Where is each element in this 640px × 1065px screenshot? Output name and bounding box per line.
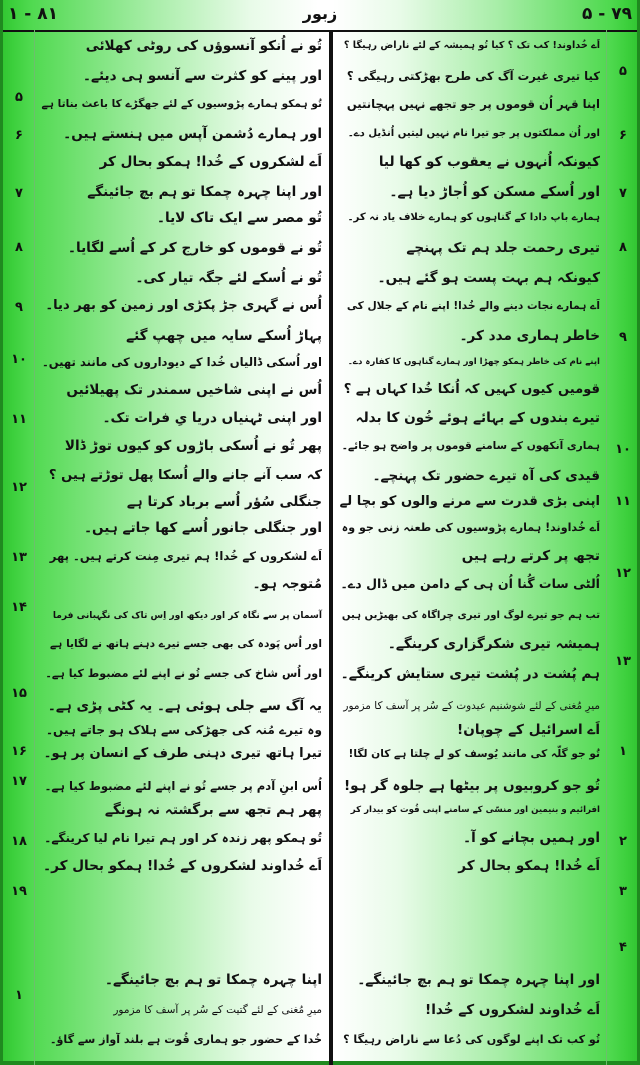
left-column-line: اور ہمارے دُشمن آپس میں ہنستے ہیں۔ — [63, 126, 322, 142]
left-column-line: تُو نے اُسکے لئے جگہ تیار کی۔ — [135, 270, 322, 286]
right-column-line: افرائیم و بنیمین اور منسّی کے سامنے اپنی قُوت کو بیدار کر — [350, 805, 600, 815]
right-verse-number: ۱۱ — [615, 494, 631, 509]
right-column-line: تیرے بندوں کے بہائے ہوئے خُون کا بدلہ — [355, 410, 600, 426]
right-column-line: کیا تیری غیرت آگ کی طرح بھڑکتی رہیگی ؟ — [346, 69, 600, 83]
left-column-line: پھر تُو نے اُسکی باڑوں کو کیوں توڑ ڈالا — [64, 438, 322, 454]
right-column-line: تُو جو گلّہ کی مانند یُوسف کو لے چلتا ہے کان لگا! — [348, 748, 600, 760]
page-header — [0, 0, 640, 32]
right-column-line: تُو جو کروبیوں پر بیٹھا ہے جلوہ گر ہو! — [343, 778, 600, 794]
left-verse-number: ۹ — [15, 300, 23, 315]
left-verse-number: ۱۸ — [11, 834, 27, 849]
right-column-line: ہمیشہ تیری شکرگزاری کرینگے۔ — [387, 636, 600, 652]
left-text-column — [36, 30, 326, 1065]
right-column-line: اپنا قہر اُن قوموں پر جو تجھے نہیں پہچانتیں — [346, 97, 600, 111]
right-text-column — [336, 30, 604, 1065]
left-column-line: جنگلی سُؤر اُسے برباد کرتا ہے — [126, 494, 322, 510]
right-margin-rule — [606, 30, 607, 1065]
left-reference: ۱ - ۸۱ — [8, 4, 59, 24]
right-column-line: خاطر ہماری مدد کر۔ — [459, 328, 600, 344]
left-verse-number: ۱۴ — [11, 600, 27, 615]
left-margin-rule — [34, 30, 35, 1065]
left-column-line: آسمان پر سے نگاہ کر اور دیکھ اور اِس تاک کی نگہبانی فرما — [52, 611, 322, 621]
right-column-line: اپنے نام کی خاطر ہمکو چھڑا اور ہمارے گناہوں کا کفارہ دے۔ — [347, 357, 600, 367]
left-column-line: اَے لشکروں کے خُدا! ہمکو بحال کر — [99, 154, 322, 170]
right-column-line: میرِ مُغنی کے لئے شوشنیم عیدوت کے سُر پر آسف کا مزمور — [343, 700, 600, 712]
left-column-line: کہ سب آنے جانے والے اُسکا پھل توڑتے ہیں ؟ — [48, 468, 322, 483]
left-column-line: میرِ مُغنی کے لئے گتیت کے سُر پر آسف کا مزمور — [113, 1004, 322, 1016]
right-column-line: تیری رحمت جلد ہم تک پہنچے — [406, 240, 600, 256]
right-verse-number: ۴ — [619, 940, 627, 955]
left-column-line: تُو نے اُنکو آنسوؤں کی روٹی کھلائی — [85, 38, 322, 54]
left-column-line: وہ تیرے مُنہ کی جھڑکی سے ہلاک ہو جاتے ہیں۔ — [45, 723, 322, 737]
right-column-line: اَے ہمارے نجات دینے والے خُدا! اپنے نام کے جلال کی — [346, 300, 600, 312]
left-column-line: اور اُس پَودہ کی بھی جسے تیرے دہنے ہاتھ نے لگایا ہے — [49, 638, 322, 650]
left-column-line: اور اپنا چہرہ چمکا تو ہم بچ جائینگے — [87, 184, 322, 200]
right-column-line: قیدی کی آہ تیرے حضور تک پہنچے۔ — [372, 468, 600, 484]
left-column-line: مُتوجہ ہو۔ — [252, 576, 322, 592]
left-verse-number: ۷ — [15, 186, 23, 201]
left-column-line: اور پینے کو کثرت سے آنسو ہی دیئے۔ — [83, 68, 322, 84]
right-verse-number: ۸ — [619, 240, 627, 255]
left-column-line: اور اپنی ٹہنیاں دریا یِ فرات تک۔ — [102, 410, 322, 426]
left-column-line: اَے خُداوند لشکروں کے خُدا! ہمکو بحال کر۔ — [43, 858, 322, 874]
left-column-line: اور جنگلی جانور اُسے کھا جاتے ہیں۔ — [84, 520, 322, 536]
left-column-line: اُس ابنِ آدم پر جسے تُو نے اپنے لئے مضبوط کیا ہے۔ — [44, 779, 322, 793]
right-column-line: کیونکہ ہم بہت پست ہو گئے ہیں۔ — [377, 270, 600, 286]
left-column-line: یہ آگ سے جلی ہوئی ہے۔ یہ کٹی پڑی ہے۔ — [47, 698, 322, 714]
right-column-line: تجھ پر کرتے رہے ہیں — [461, 548, 600, 564]
book-title: زبور — [302, 4, 338, 23]
right-column-line: قومیں کیوں کہیں کہ اُنکا خُدا کہاں ہے ؟ — [343, 382, 600, 397]
left-verse-number: ۱۰ — [11, 352, 27, 367]
right-column-line: اپنی بڑی قدرت سے مرنے والوں کو بچا لے — [339, 494, 600, 509]
left-column-line: اُس نے اپنی شاخیں سمندر تک پھیلائیں — [66, 382, 322, 398]
right-verse-number: ۱ — [619, 744, 627, 759]
right-column-line: ہم پُشت در پُشت تیری ستایش کرینگے۔ — [340, 666, 600, 682]
left-column-line: اور اُس شاخ کی جسے تُو نے اپنے لئے مضبوط کیا ہے۔ — [45, 667, 322, 680]
left-verse-number: ۱۷ — [11, 774, 27, 789]
right-column-line: اور اُن مملکتوں پر جو تیرا نام نہیں لیتیں اُنڈیل دے۔ — [347, 128, 600, 139]
left-column-line: تیرا ہاتھ تیری دہنی طرف کے انسان پر ہو۔ — [43, 746, 322, 761]
right-reference: ۵ - ۷۹ — [581, 4, 632, 24]
right-column-line: اَے خُداوند لشکروں کے خُدا! — [425, 1002, 600, 1018]
left-column-line: تُو مصر سے ایک تاک لایا۔ — [157, 210, 322, 226]
left-column-line: اپنا چہرہ چمکا تو ہم بچ جائینگے۔ — [104, 972, 322, 988]
left-verse-number: ۱ — [15, 988, 23, 1003]
left-verse-number: ۱۳ — [11, 550, 27, 565]
right-column-line: ہمارے باپ دادا کے گناہوں کو ہمارے خلاف یاد نہ کر۔ — [347, 212, 600, 223]
left-verse-number: ۱۱ — [11, 412, 27, 427]
left-column-line: اَے لشکروں کے خُدا! ہم تیری مِنت کرتے ہیں۔ پھر — [49, 549, 322, 563]
right-column-line: اَے خُدا! ہمکو بحال کر — [458, 858, 600, 874]
right-verse-number: ۵ — [619, 64, 627, 79]
right-column-line: اَے اسرائیل کے چوپان! — [457, 722, 600, 738]
left-verse-number: ۶ — [15, 128, 23, 143]
left-verse-number: ۵ — [15, 90, 23, 105]
right-verse-number: ۶ — [619, 128, 627, 143]
right-column-line: تُو کب تک اپنے لوگوں کی دُعا سے ناراض رہیگا ؟ — [343, 1033, 600, 1046]
right-verse-number: ۳ — [619, 884, 627, 899]
left-column-line: اُس نے گہری جڑ پکڑی اور زمین کو بھر دیا۔ — [45, 298, 322, 313]
right-column-line: اور ہمیں بچانے کو آ۔ — [463, 830, 600, 846]
right-column-line: اُلٹی سات گُنا اُن ہی کے دامن میں ڈال دے۔ — [340, 576, 600, 591]
right-column-line: اَے خُداوند! ہمارے پڑوسیوں کی طعنہ زنی جو وہ — [341, 521, 600, 534]
right-verse-number: ۱۰ — [615, 442, 631, 457]
right-verse-number: ۲ — [619, 834, 627, 849]
right-column-line: اور اپنا چہرہ چمکا تو ہم بچ جائینگے۔ — [357, 972, 600, 988]
left-column-line: تُو ہمکو ہمارے پڑوسیوں کے لئے جھگڑے کا باعث بناتا ہے — [41, 98, 322, 110]
left-verse-number: ۱۹ — [11, 884, 27, 899]
right-column-line: ہماری آنکھوں کے سامنے قوموں پر واضح ہو جائے۔ — [341, 440, 600, 452]
right-verse-number: ۷ — [619, 186, 627, 201]
right-verse-number: ۱۳ — [615, 654, 631, 669]
right-column-line: اور اُسکے مسکن کو اُجاڑ دیا ہے۔ — [389, 184, 600, 200]
left-border — [0, 0, 3, 1065]
left-column-line: تُو نے قوموں کو خارج کر کے اُسے لگایا۔ — [68, 240, 322, 256]
right-column-line: اَے خُداوند! کب تک ؟ کیا تُو ہمیشہ کے لئے ناراض رہیگا ؟ — [343, 40, 600, 51]
left-verse-number: ۱۶ — [11, 744, 27, 759]
right-verse-number: ۱۲ — [615, 566, 631, 581]
column-divider — [329, 30, 333, 1065]
left-column-line: خُدا کے حضور جو ہماری قُوت ہے بلند آواز سے گاؤ۔ — [50, 1033, 322, 1046]
left-column-line: پہاڑ اُسکے سایہ میں چھپ گئے — [126, 328, 322, 344]
left-column-line: اور اُسکی ڈالیاں خُدا کے دیوداروں کی مانند تھیں۔ — [41, 355, 322, 369]
left-verse-number: ۸ — [15, 240, 23, 255]
left-verse-number: ۱۲ — [11, 480, 27, 495]
right-verse-number: ۹ — [619, 330, 627, 345]
right-column-line: تب ہم جو تیرے لوگ اور تیری چراگاہ کی بھیڑیں ہیں — [341, 610, 600, 621]
right-column-line: کیونکہ اُنہوں نے یعقوب کو کھا لیا — [378, 154, 600, 170]
left-verse-number: ۱۵ — [11, 686, 27, 701]
left-column-line: تُو ہمکو پھر زندہ کر اور ہم تیرا نام لیا کرینگے۔ — [44, 831, 322, 845]
left-column-line: پھر ہم تجھ سے برگشتہ نہ ہونگے — [104, 802, 322, 818]
